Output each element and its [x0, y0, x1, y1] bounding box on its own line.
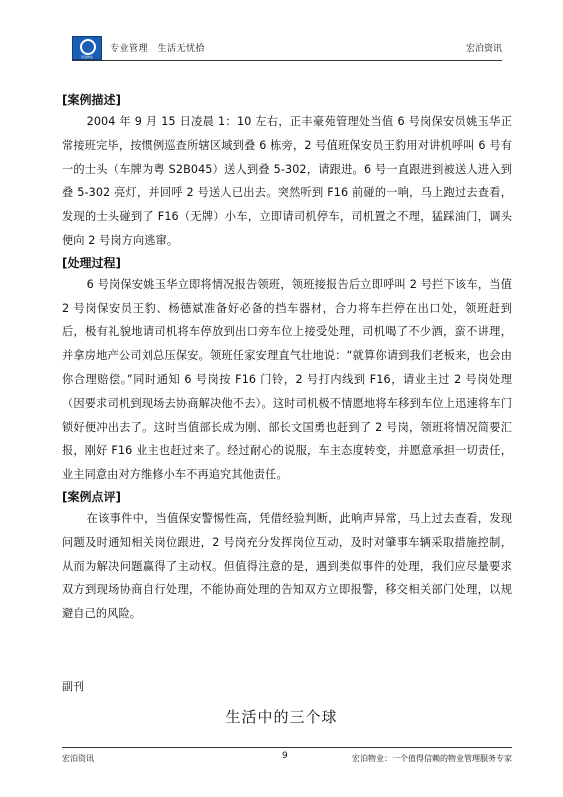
footer-left: 宏泊资讯: [62, 754, 94, 763]
header-slogan: 专业管理 生活无忧拾: [110, 44, 206, 54]
paragraph: 2004 年 9 月 15 日凌晨 1：10 左右，正丰豪苑管理处当值 6 号岗保安员姚玉华正常接班完毕，按惯例巡查所辖区域到叠 6 栋旁，2 号值班保安员王豹用对讲机呼叫 6 号有一的士头（车牌为粤 S2B045）送人到叠 5-302，请跟进。6 号一直跟进到被送人进入到叠 5-302 亮灯，并回呼 2 号送人已出去。突然听到 F16 前碰的一响，马上跑过去查看，发现的士头碰到了 F16（无牌）小车，立即请司机停车，司机置之不理，猛踩油门，调头便向 2 号岗方向逃窜。: [62, 115, 512, 247]
section-heading: [案例描述]: [62, 93, 121, 107]
header-brand: 宏泊资讯: [465, 44, 502, 54]
page-header: [72, 36, 502, 61]
paragraph: 6 号岗保安姚玉华立即将情况报告领班，领班接报告后立即呼叫 2 号拦下该车，当值 2 号岗保安员王豹、杨德斌准备好必备的挡车器材，合力将车拦停在出口处，领班赶到后，极有礼貌地请司机将车停放到出口旁车位上接受处理，司机喝了不少酒，蛮不讲理，并拿房地产公司刘总压保安。领班任家安理直气壮地说：“就算你请到我们老板来，也会由你合理赔偿。”同时通知 6 号岗按 F16 门铃，2 号打内线到 F16，请业主过 2 号岗处理（因要求司机到现场去协商解决他不去）。这时司机极不情愿地将车移到车位上迅速将车门锁好便冲出去了。这时当值部长成为刚、部长文国勇也赶到了 2 号岗，领班将情况简要汇报，刚好 F16 业主也赶过来了。经过耐心的说服，车主态度转变，并愿意承担一切责任，业主同意由对方维修小车不再追究其他责任。: [62, 277, 512, 482]
company-logo: [72, 36, 102, 60]
page-number: 9: [282, 751, 288, 761]
article-title: 生活中的三个球: [225, 708, 338, 726]
section-case-description: [62, 90, 512, 253]
section-handling-process: [62, 253, 512, 487]
supplement-label: 副刊: [62, 680, 84, 693]
logo-text: 宏泊物业: [80, 55, 93, 59]
paragraph: 在该事件中，当值保安警惕性高，凭借经验判断，此响声异常，马上过去查看，发现问题及时通知相关岗位跟进，2 号岗充分发挥岗位互动，及时对肇事车辆采取措施控制，从而为解决问题赢得了主动权。但值得注意的是，遇到类似事件的处理，我们应尽量要求双方到现场协商自行处理，不能协商处理的告知双方立即报警，移交相关部门处理，以规避自己的风险。: [62, 511, 512, 621]
footer-right: 宏泊物业：一个值得信赖的物业管理服务专家: [352, 754, 512, 763]
logo-emblem-icon: [80, 39, 96, 55]
section-heading: [案例点评]: [62, 489, 121, 504]
page-footer: [62, 747, 512, 766]
section-heading: [处理过程]: [62, 255, 121, 270]
section-case-review: [62, 487, 512, 626]
article-body: [62, 90, 512, 626]
